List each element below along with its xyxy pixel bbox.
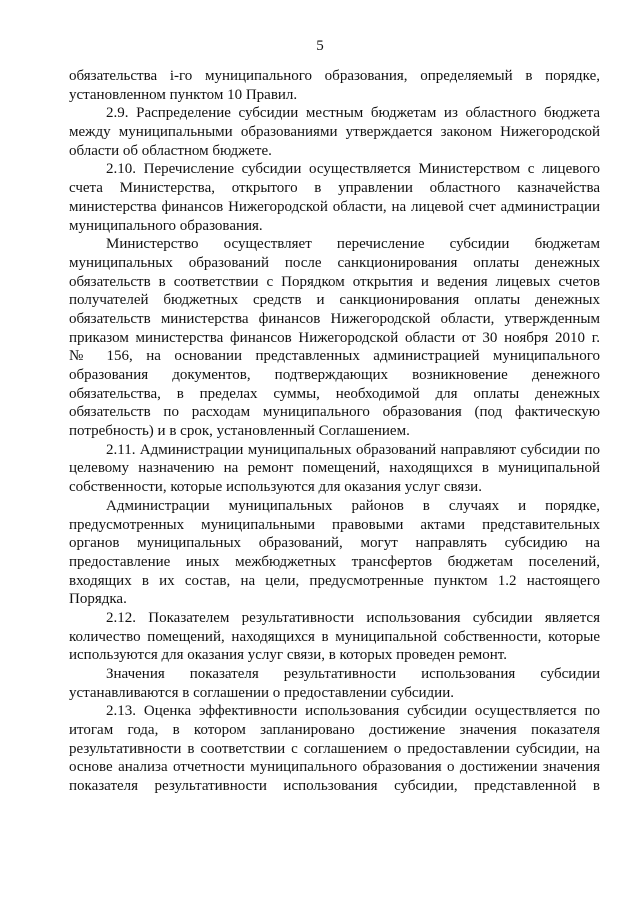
text-line: используются для оказания услуг связи, в которых проведен ремонт. [69, 647, 507, 664]
text-line: Порядка. [69, 591, 127, 608]
text-line: предоставление иных межбюджетных трансфертов бюджетам поселений, [69, 553, 600, 570]
text-line: установленном пунктом 10 Правил. [69, 86, 298, 103]
text-line: целевому назначению на ремонт помещений, находящихся в муниципальной [69, 460, 600, 477]
text-line: образования документов, подтверждающих возникновение денежного [69, 367, 600, 383]
text-line: обязательств по расходам муниципального образования (под фактическую [69, 404, 600, 421]
text-line: 2.10. Перечисление субсидии осуществляется Министерством с лицевого [106, 161, 600, 178]
page-number: 5 [316, 38, 324, 54]
text-line: показателя результативности использования субсидии, представленной в [69, 778, 600, 795]
text-line: количество помещений, находящихся в муниципальной собственности, которые [69, 628, 600, 645]
text-line: счета Министерства, открытого в управлении областного казначейства [69, 180, 600, 197]
text-line: обязательств в соответствии с Порядком открытия и ведения лицевых счетов [69, 273, 600, 290]
text-line: устанавливаются в соглашении о предоставлении субсидии. [69, 684, 454, 701]
text-line: 2.11. Администрации муниципальных образований направляют субсидии по [106, 441, 600, 458]
text-line: Значения показателя результативности использования субсидии [106, 666, 600, 682]
text-line: 2.9. Распределение субсидии местным бюджетам из областного бюджета [106, 105, 600, 122]
text-line: обязательства i-го муниципального образования, определяемый в порядке, [69, 68, 600, 84]
text-line: входящих в их состав, на цели, предусмотренные пунктом 1.2 настоящего [69, 572, 600, 589]
text-line: потребность) и в срок, установленный Соглашением. [69, 423, 410, 440]
text-line: министерства финансов Нижегородской области, на лицевой счет администрации [69, 198, 600, 215]
document-body [69, 67, 600, 796]
text-line: приказом министерства финансов Нижегородской области от 30 ноября 2010 г. [69, 329, 600, 346]
text-line: предусмотренных муниципальными правовыми актами представительных [69, 516, 600, 533]
text-line: итогам года, в котором запланировано достижение значения показателя [69, 722, 600, 739]
text-line: № 156, на основании представленных администрацией муниципального [69, 348, 600, 365]
text-line: между муниципальными образованиями утверждается законом Нижегородской [69, 124, 600, 141]
text-line: муниципального образования. [69, 217, 263, 234]
text-line: обязательств министерства финансов Нижегородской области, утвержденным [69, 310, 600, 327]
text-line: получателей бюджетных средств и санкционирования оплаты денежных [69, 292, 600, 309]
text-line: муниципальных образований после санкционирования оплаты денежных [69, 254, 600, 271]
text-line: собственности, которые используются для оказания услуг связи. [69, 479, 482, 496]
text-line: 2.12. Показателем результативности использования субсидии является [106, 609, 600, 626]
text-line: результативности в соответствии с соглашением о предоставлении субсидии, на [69, 740, 600, 757]
text-line: Министерство осуществляет перечисление субсидии бюджетам [106, 236, 600, 253]
text-line: обязательства, в пределах суммы, необходимой для оплаты денежных [69, 385, 600, 402]
text-line: Администрации муниципальных районов в случаях и порядке, [106, 497, 600, 514]
text-line: основе анализа отчетности муниципального образования о достижении значения [69, 759, 600, 776]
text-line: области об областном бюджете. [69, 142, 272, 159]
text-line: органов муниципальных образований, могут направлять субсидию на [69, 535, 600, 552]
text-line: 2.13. Оценка эффективности использования субсидии осуществляется по [106, 703, 600, 720]
